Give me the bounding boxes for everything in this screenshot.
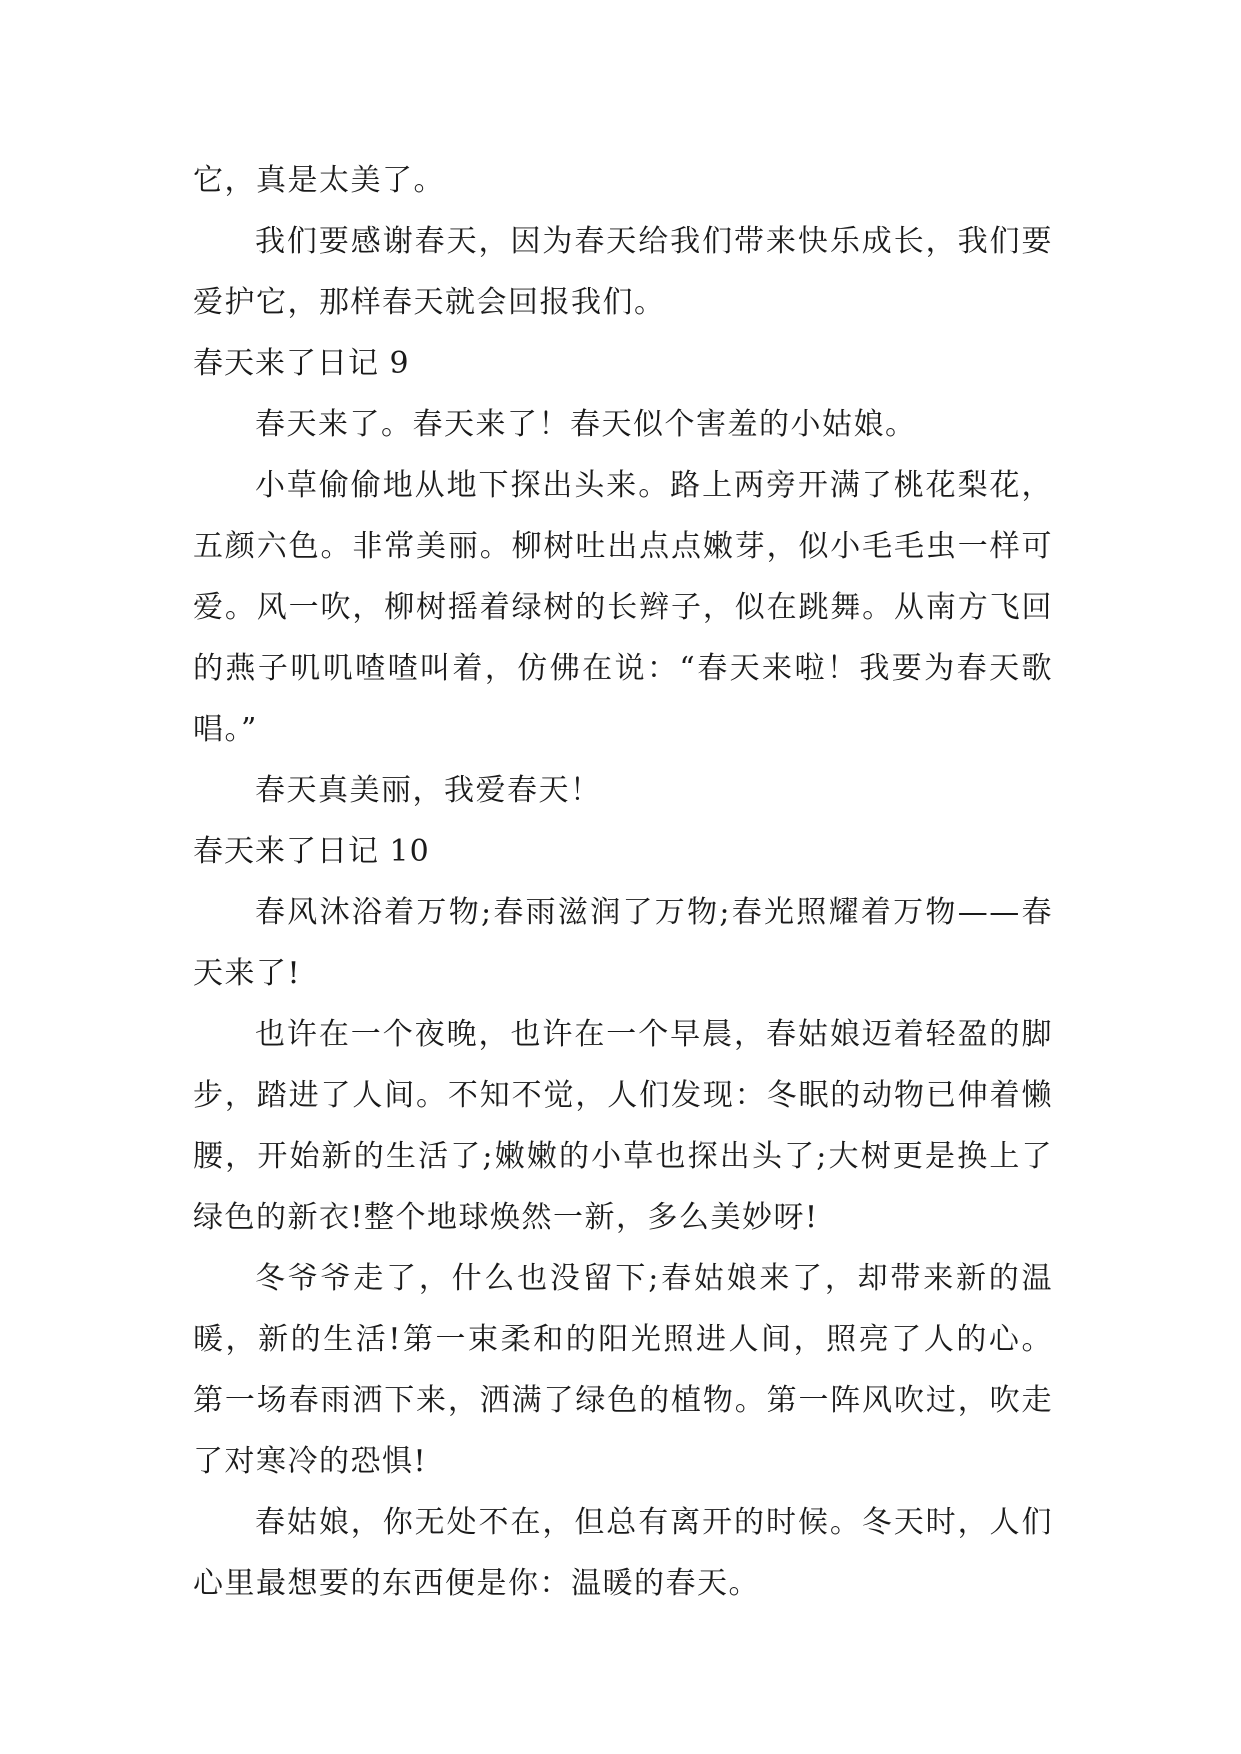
paragraph-grass-and-flowers: 小草偷偷地从地下探出头来。路上两旁开满了桃花梨花，五颜六色。非常美丽。柳树吐出点点嫩芽，似小毛毛虫一样可爱。风一吹，柳树摇着绿树的长辫子，似在跳舞。从南方飞回的燕子叽叽喳喳叫着，仿佛在说：“春天来啦！我要为春天歌唱。” xyxy=(193,468,1053,747)
paragraph-love-spring: 春天真美丽，我爱春天！ xyxy=(255,773,602,808)
diary-heading-10: 春天来了日记 10 xyxy=(193,834,430,869)
paragraph-winter-grandpa: 冬爷爷走了，什么也没留下;春姑娘来了，却带来新的温暖，新的生活!第一束柔和的阳光照进人间，照亮了人的心。第一场春雨洒下来，洒满了绿色的植物。第一阵风吹过，吹走了对寒冷的恐惧! xyxy=(193,1261,1053,1479)
paragraph-spring-girl-steps: 也许在一个夜晚，也许在一个早晨，春姑娘迈着轻盈的脚步，踏进了人间。不知不觉，人们发现：冬眠的动物已伸着懒腰，开始新的生活了;嫩嫩的小草也探出头了;大树更是换上了绿色的新衣!整个地球焕然一新，多么美妙呀! xyxy=(193,1017,1053,1235)
diary-heading-9: 春天来了日记 9 xyxy=(193,346,410,381)
paragraph-spring-arrives: 春天来了。春天来了！春天似个害羞的小姑娘。 xyxy=(255,407,917,442)
paragraph-spring-wind-rain-light: 春风沐浴着万物;春雨滋润了万物;春光照耀着万物——春天来了! xyxy=(193,895,1053,991)
paragraph-continuation: 它，真是太美了。 xyxy=(193,163,445,198)
paragraph-thank-spring: 我们要感谢春天，因为春天给我们带来快乐成长，我们要爱护它，那样春天就会回报我们。 xyxy=(193,224,1053,320)
paragraph-warm-spring: 春姑娘，你无处不在，但总有离开的时候。冬天时，人们心里最想要的东西便是你：温暖的春天。 xyxy=(193,1505,1053,1601)
document-page xyxy=(193,150,1053,1614)
